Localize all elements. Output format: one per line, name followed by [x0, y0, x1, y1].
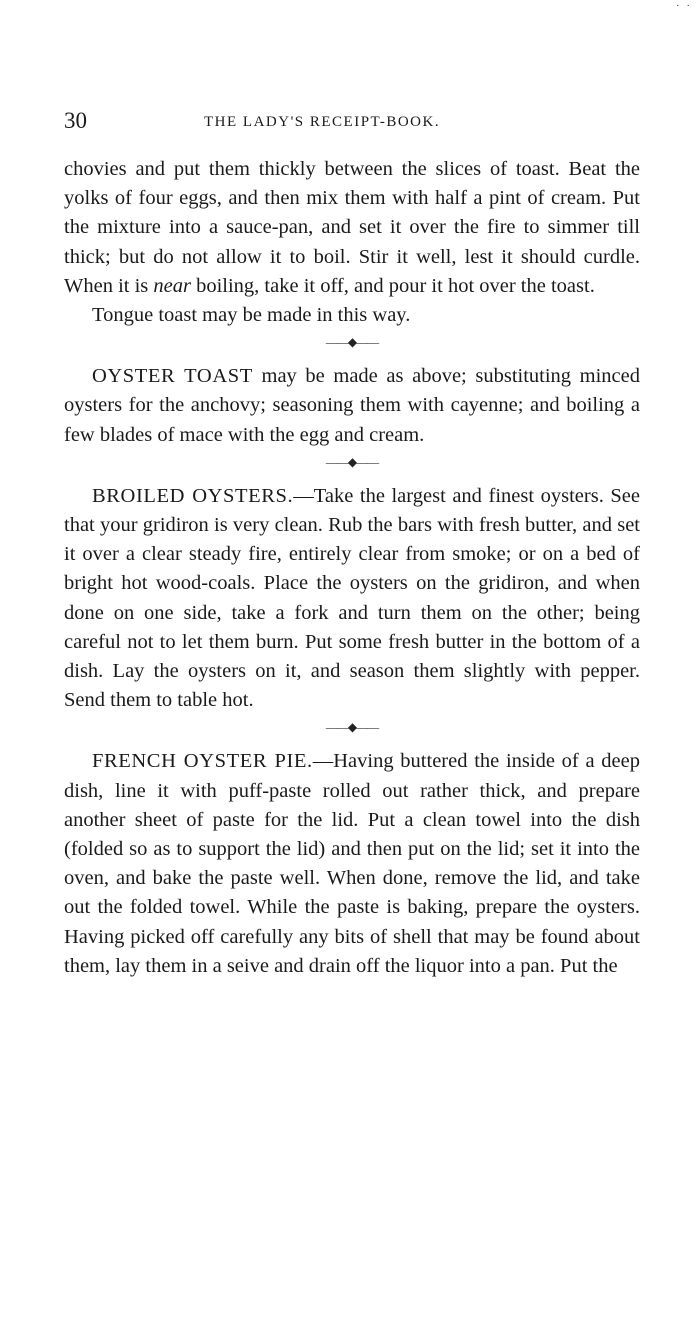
section-divider: ——◆—— [325, 335, 379, 350]
corner-ink-mark: · · [675, 0, 692, 12]
anchovy-emphasis-near: near [153, 274, 191, 297]
section-divider: ——◆—— [325, 454, 379, 469]
running-title: THE LADY'S RECEIPT-BOOK. [204, 114, 441, 130]
french-oyster-pie-recipe [64, 747, 640, 981]
french-oyster-pie-heading: FRENCH OYSTER PIE. [92, 750, 313, 773]
page-number: 30 [64, 108, 87, 133]
oyster-toast-heading: OYSTER TOAST [92, 365, 253, 388]
broiled-oysters-recipe [64, 482, 640, 716]
anchovy-text-part-2: boiling, take it off, and pour it hot over the toast. [190, 274, 595, 297]
anchovy-toast-continuation [64, 155, 640, 301]
french-oyster-pie-body: —Having buttered the inside of a deep dish, line it with puff-paste rolled out rather thick, and prepare another sheet of paste for the lid. Put a clean towel into the dish (folded so as to support the lid) and then put on the lid; set it into the oven, and bake the paste well. When done, remove the lid, and take out the folded towel. While the paste is baking, prepare the oysters. Having picked off carefully any bits of shell that may be found about them, lay them in a seive and drain off the liquor into a pan. Put the [64, 750, 640, 977]
tongue-toast-note: Tongue toast may be made in this way. [92, 304, 411, 327]
anchovy-text-part-1: chovies and put them thickly between the slices of toast. Beat the yolks of four eggs, and then mix them with half a pint of cream. Put the mixture into a sauce-pan, and set it over the fire to simmer till thick; but do not allow it to boil. Stir it well, lest it should curdle. When it is [64, 158, 640, 297]
oyster-toast-body: may be made as above; substituting minced oysters for the anchovy; seasoning them with cayenne; and boiling a few blades of mace with the egg and cream. [64, 365, 641, 446]
broiled-oysters-body: —Take the largest and finest oysters. See that your gridiron is very clean. Rub the bars with fresh butter, and set it over a clear steady fire, entirely clear from smoke; or on a bed of bright hot wood-coals. Place the oysters on the gridiron, and when done on one side, take a fork and turn them on the other; being careful not to let them burn. Put some fresh butter in the bottom of a dish. Lay the oysters on it, and season them slightly with pepper. Send them to table hot. [64, 484, 640, 712]
running-head [64, 108, 644, 138]
broiled-oysters-heading: BROILED OYSTERS. [92, 484, 294, 507]
page-body [64, 155, 640, 981]
oyster-toast-recipe [64, 362, 640, 450]
section-divider: ——◆—— [325, 720, 379, 735]
